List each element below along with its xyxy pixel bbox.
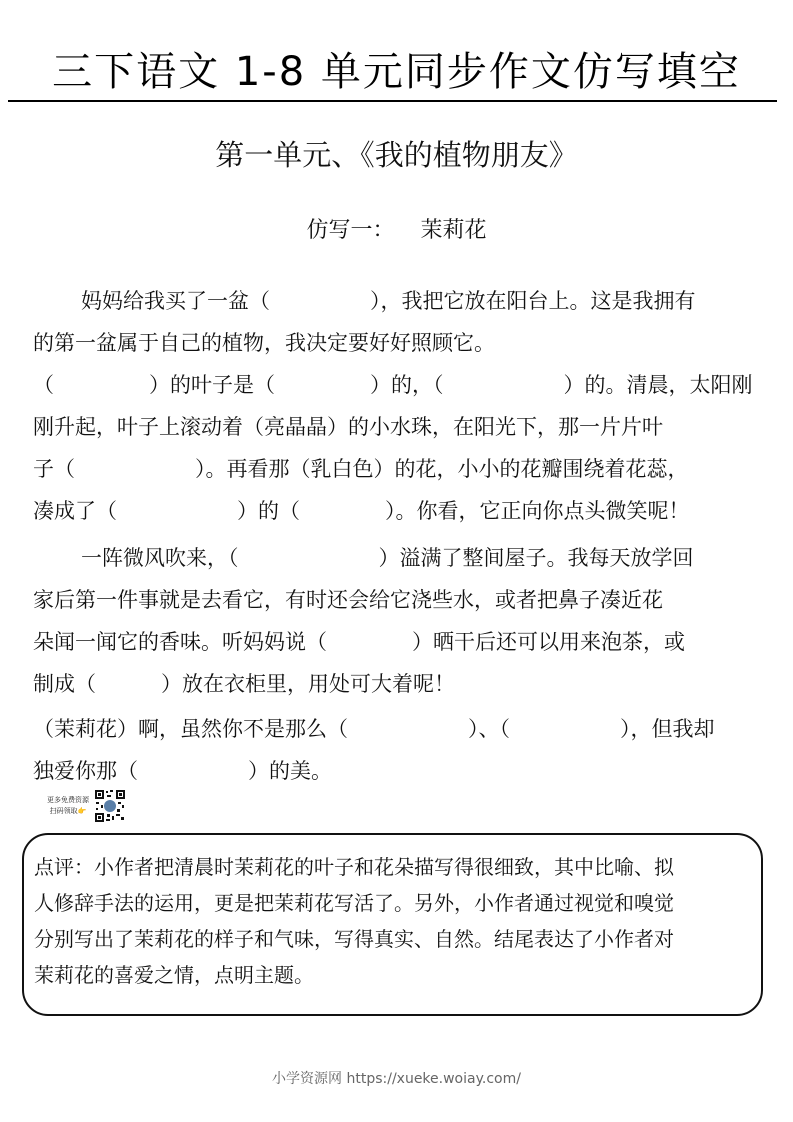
paragraph-line (33, 663, 761, 705)
paragraph-text: ），我把它放在阳台上。这是我拥有 (370, 289, 696, 313)
qr-promo-text (42, 795, 94, 817)
review-line: 分别写出了茉莉花的样子和气味，写得真实、自然。结尾表达了小作者对 (34, 927, 674, 951)
paragraph-text: ），但我却 (620, 717, 715, 741)
paragraph-text: ）溢满了整间屋子。我每天放学回 (378, 546, 694, 570)
paragraph-text: ）的，（ (370, 373, 444, 397)
paragraph-text: 家后第一件事就是去看它，有时还会给它浇些水，或者把鼻子凑近花 (33, 588, 663, 612)
paragraph-line (33, 537, 761, 579)
paragraph-text: 凑成了（ (33, 499, 117, 523)
qr-promo-line1: 更多免费资源 (47, 796, 89, 804)
document-title: 三下语文 1-8 单元同步作文仿写填空 (52, 49, 741, 95)
review-line: 人修辞手法的运用，更是把茉莉花写活了。另外，小作者通过视觉和嗅觉 (34, 891, 674, 915)
paragraph-line (33, 322, 761, 364)
paragraph-text: ）的叶子是（ (149, 373, 275, 397)
paragraph-line (33, 750, 761, 792)
paragraph-text: 独爱你那（ (33, 759, 138, 783)
paragraph-line (33, 490, 761, 532)
paragraph-text: （茉莉花）啊，虽然你不是那么（ (33, 717, 348, 741)
paragraph-4 (33, 708, 761, 792)
paragraph-2 (33, 364, 761, 532)
footer-watermark: 小学资源网 https://xueke.woiay.com/ (272, 1071, 521, 1087)
review-line: 茉莉花的喜爱之情，点明主题。 (34, 963, 314, 987)
paragraph-line (33, 406, 761, 448)
exercise-topic: 茉莉花 (420, 218, 487, 243)
paragraph-line (33, 579, 761, 621)
paragraph-3 (33, 537, 761, 705)
paragraph-text: ）。再看那（乳白色）的花，小小的花瓣围绕着花蕊， (195, 457, 689, 481)
paragraph-text: ）晒干后还可以用来泡茶，或 (412, 630, 685, 654)
paragraph-line (33, 448, 761, 490)
paragraph-text: ）、（ (468, 717, 510, 741)
qr-code-icon[interactable] (94, 789, 126, 823)
review-line: 点评：小作者把清晨时茉莉花的叶子和花朵描写得很细致，其中比喻、拟 (34, 855, 674, 879)
paragraph-text: 子（ (33, 457, 75, 481)
paragraph-line (33, 280, 761, 322)
paragraph-text: ）。你看，它正向你点头微笑呢！ (385, 499, 690, 523)
paragraph-text: 朵闻一闻它的香味。听妈妈说（ (33, 630, 327, 654)
paragraph-line (33, 364, 761, 406)
paragraph-text: （ (33, 373, 54, 397)
paragraph-text: 制成（ (33, 672, 96, 696)
unit-title: 第一单元、《我的植物朋友》 (215, 138, 578, 172)
paragraph-line (33, 621, 761, 663)
review-text (34, 849, 764, 993)
paragraph-1 (33, 280, 761, 364)
exercise-heading (0, 214, 793, 248)
paragraph-line (33, 708, 761, 750)
pointing-hand-icon: 👉 (77, 807, 87, 815)
paragraph-text: ）的美。 (248, 759, 332, 783)
exercise-label: 仿写一： (306, 218, 395, 243)
paragraph-text: 刚升起，叶子上滚动着（亮晶晶）的小水珠，在阳光下，那一片片叶 (33, 415, 663, 439)
paragraph-text: ）放在衣柜里，用处可大着呢！ (161, 672, 455, 696)
paragraph-text: 的第一盆属于自己的植物，我决定要好好照顾它。 (33, 331, 495, 355)
paragraph-text: 妈妈给我买了一盆（ (81, 289, 270, 313)
paragraph-text: ）的（ (237, 499, 300, 523)
title-underline (8, 100, 777, 102)
qr-promo-line2: 扫码领取 (49, 807, 78, 815)
qr-promo (42, 789, 132, 825)
paragraph-text: 一阵微风吹来，（ (81, 546, 239, 570)
paragraph-text: ）的。清晨，太阳刚 (563, 373, 753, 397)
